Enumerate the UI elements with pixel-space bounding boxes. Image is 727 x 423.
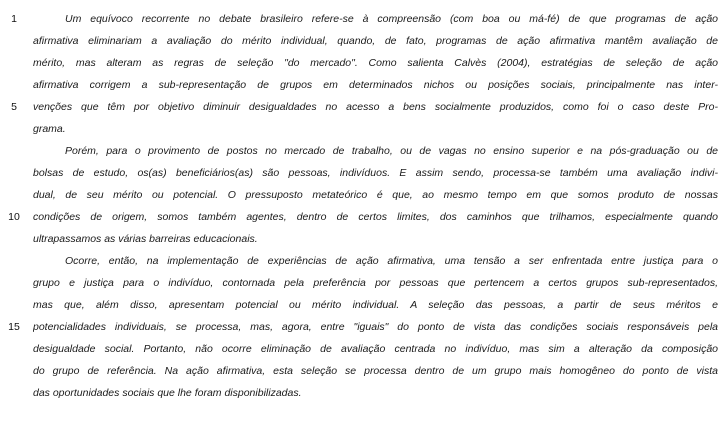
text-line (0, 295, 727, 315)
text-line (0, 317, 727, 337)
text-line (0, 185, 727, 205)
text-line (0, 339, 727, 359)
line-number: 1 (11, 13, 17, 25)
text-line (0, 119, 727, 139)
line-text: Porém, para o provimento de postos no mercado de trabalho, ou de vagas no ensino superior e na pós-graduação ou de (65, 145, 718, 157)
line-text: do grupo de referência. Na ação afirmativa, esta seleção se processa dentro de um grupo mais homogêneo do ponto de vista (33, 365, 718, 377)
line-text: afirmativa eliminariam a avaliação do mérito individual, quando, de fato, programas de ação afirmativa mantêm avaliação de (33, 35, 718, 47)
line-text: venções que têm por objetivo diminuir desigualdades no acesso a bens socialmente produzidos, como foi o caso deste Pro- (33, 101, 718, 113)
line-text: afirmativa corrigem a sub-representação de grupos em determinados nichos ou posições sociais, principalmente nas inter- (33, 79, 718, 91)
line-text: ultrapassamos as várias barreiras educacionais. (33, 233, 258, 245)
line-text: bolsas de estudo, os(as) beneficiários(as) são pessoas, indivíduos. E assim sendo, processa-se também uma avaliação indivi- (33, 167, 718, 179)
text-line (0, 75, 727, 95)
text-line (0, 229, 727, 249)
text-line (0, 361, 727, 381)
line-text: dual, de seu mérito ou potencial. O pressuposto metateórico é que, ao mesmo tempo em que somos produto de nossas (33, 189, 718, 201)
line-number: 15 (8, 321, 20, 333)
line-text: Ocorre, então, na implementação de experiências de ação afirmativa, uma tensão a ser enfrentada entre justiça para o (65, 255, 718, 267)
text-line (0, 53, 727, 73)
line-number: 10 (8, 211, 20, 223)
line-text: grupo e justiça para o indivíduo, contornada pela preferência por pessoas que pertencem a certos grupos sub-representados, (33, 277, 718, 289)
text-line (0, 163, 727, 183)
text-line (0, 9, 727, 29)
line-text: mas que, além disso, apresentam potencial ou mérito individual. A seleção das pessoas, a partir de seus méritos e (33, 299, 718, 311)
line-text: Um equívoco recorrente no debate brasileiro refere-se à compreensão (com boa ou má-fé) de que programas de ação (65, 13, 718, 25)
text-line (0, 207, 727, 227)
line-text: condições de origem, somos também agentes, dentro de certos limites, dos caminhos que trilhamos, especialmente quando (33, 211, 718, 223)
line-text: grama. (33, 123, 66, 135)
text-line (0, 383, 727, 403)
line-text: potencialidades individuais, se processa, mas, agora, entre "iguais" do ponto de vista das condições sociais responsáveis pela (33, 321, 718, 333)
line-number: 5 (11, 101, 17, 113)
text-line (0, 251, 727, 271)
line-text: das oportunidades sociais que lhe foram disponibilizadas. (33, 387, 302, 399)
text-line (0, 97, 727, 117)
text-line (0, 273, 727, 293)
line-text: mérito, mas alteram as regras de seleção "do mercado". Como salienta Calvès (2004), estratégias de seleção de ação (33, 57, 718, 69)
text-line (0, 141, 727, 161)
line-text: desigualdade social. Portanto, não ocorre eliminação de avaliação centrada no indivíduo, mas sim a alteração da composição (33, 343, 718, 355)
text-line (0, 31, 727, 51)
